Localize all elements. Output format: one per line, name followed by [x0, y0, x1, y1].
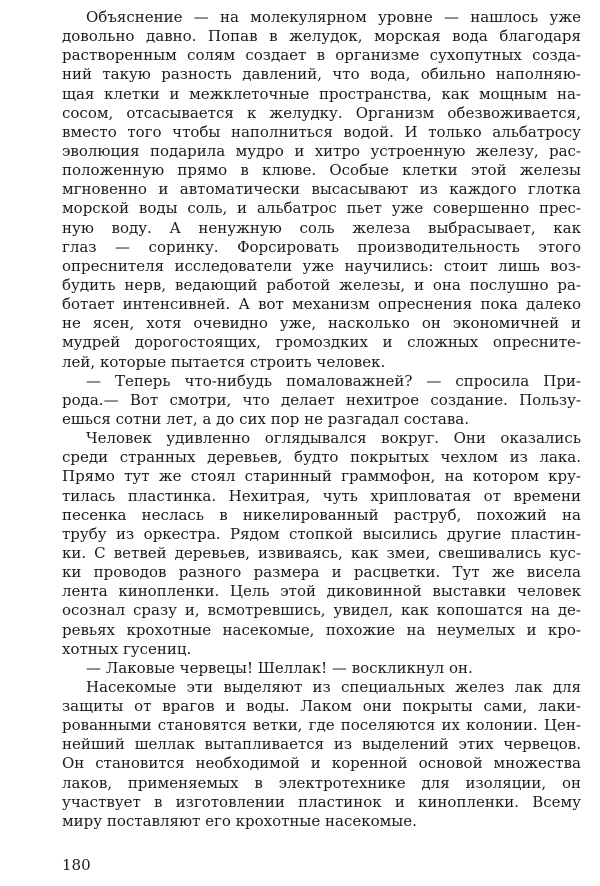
text-line: лента кинопленки. Цель этой диковинной выставки человек — [62, 582, 581, 601]
text-line: мгновенно и автоматически высасывают из каждого глотка — [62, 180, 581, 199]
text-line: сосом, отсасывается к желудку. Организм обезвоживается, — [62, 103, 581, 122]
text-line: рованными становятся ветки, где поселяются их колонии. Цен- — [62, 716, 581, 735]
paragraph — [62, 429, 581, 659]
text-line: не ясен, хотя очевидно уже, насколько он экономичней и — [62, 314, 581, 333]
page-number: 180 — [62, 856, 91, 874]
text-line: Объяснение — на молекулярном уровне — нашлось уже — [86, 8, 581, 26]
text-line: ную воду. А ненужную соль железа выбрасывает, как — [62, 218, 581, 237]
text-line: мудрей дорогостоящих, громоздких и сложных опресните- — [62, 333, 581, 352]
text-line: хотных гусениц. — [62, 639, 192, 658]
text-line: Он становится необходимой и коренной основой множества — [62, 754, 581, 773]
text-line: морской воды соль, и альбатрос пьет уже совершенно прес- — [62, 199, 581, 218]
text-line: ки проводов разного размера и расцветки. Тут же висела — [62, 563, 581, 582]
text-line: нейший шеллак вытапливается из выделений этих червецов. — [62, 735, 581, 754]
paragraph — [62, 659, 581, 678]
text-line: защиты от врагов и воды. Лаком они покрыты сами, лаки- — [62, 697, 581, 716]
text-line: Насекомые эти выделяют из специальных желез лак для — [86, 677, 581, 696]
text-line: опреснителя исследователи уже научились: стоит лишь воз- — [62, 256, 581, 275]
text-line: эволюция подарила мудро и хитро устроенную железу, рас- — [62, 141, 581, 160]
text-line: щая клетки и межклеточные пространства, как мощным на- — [62, 84, 581, 103]
text-line: рода.— Вот смотри, что делает нехитрое создание. Пользу- — [62, 390, 581, 409]
text-line: глаз — соринку. Форсировать производительность этого — [62, 237, 581, 256]
text-line: довольно давно. Попав в желудок, морская вода благодаря — [62, 27, 581, 46]
paragraph — [62, 8, 581, 372]
text-line: миру поставляют его крохотные насекомые. — [62, 811, 417, 830]
text-line: ботает интенсивней. А вот механизм опреснения пока далеко — [62, 295, 581, 314]
text-line: трубу из оркестра. Рядом стопкой высились другие пластин- — [62, 524, 581, 543]
text-line: тилась пластинка. Нехитрая, чуть хрипловатая от времени — [62, 486, 581, 505]
text-line: — Лаковые червецы! Шеллак! — воскликнул он. — [86, 658, 473, 677]
paragraph — [62, 678, 581, 831]
text-line: вместо того чтобы наполниться водой. И только альбатросу — [62, 122, 581, 141]
text-line: лей, которые пытается строить человек. — [62, 352, 386, 371]
text-line: Прямо тут же стоял старинный граммофон, на котором кру- — [62, 467, 581, 486]
text-line: осознал сразу и, всмотревшись, увидел, как копошатся на де- — [62, 601, 581, 620]
text-line: лаков, применяемых в электротехнике для изоляции, он — [62, 773, 581, 792]
text-line: ний такую разность давлений, что вода, обильно наполняю- — [62, 65, 581, 84]
text-line: песенка неслась в никелированный раструб, похожий на — [62, 505, 581, 524]
text-line: среди странных деревьев, будто покрытых чехлом из лака. — [62, 448, 581, 467]
text-line: ревьях крохотные насекомые, похожие на неумелых и кро- — [62, 620, 581, 639]
text-line: Человек удивленно оглядывался вокруг. Они оказались — [86, 429, 581, 448]
text-line: положенную прямо в клюве. Особые клетки этой железы — [62, 161, 581, 180]
text-line: участвует в изготовлении пластинок и кинопленки. Всему — [62, 792, 581, 811]
paragraph — [62, 372, 581, 429]
text-line: ешься сотни лет, а до сих пор не разгадал состава. — [62, 409, 469, 428]
text-line: будить нерв, ведающий работой железы, и она послушно ра- — [62, 275, 581, 294]
text-line: ки. С ветвей деревьев, извиваясь, как змеи, свешивались кус- — [62, 543, 581, 562]
text-line: — Теперь что-нибудь помаловажней? — спросила При- — [86, 371, 581, 390]
book-page-text — [62, 8, 581, 831]
text-line: растворенным солям создает в организме сухопутных созда- — [62, 46, 581, 65]
